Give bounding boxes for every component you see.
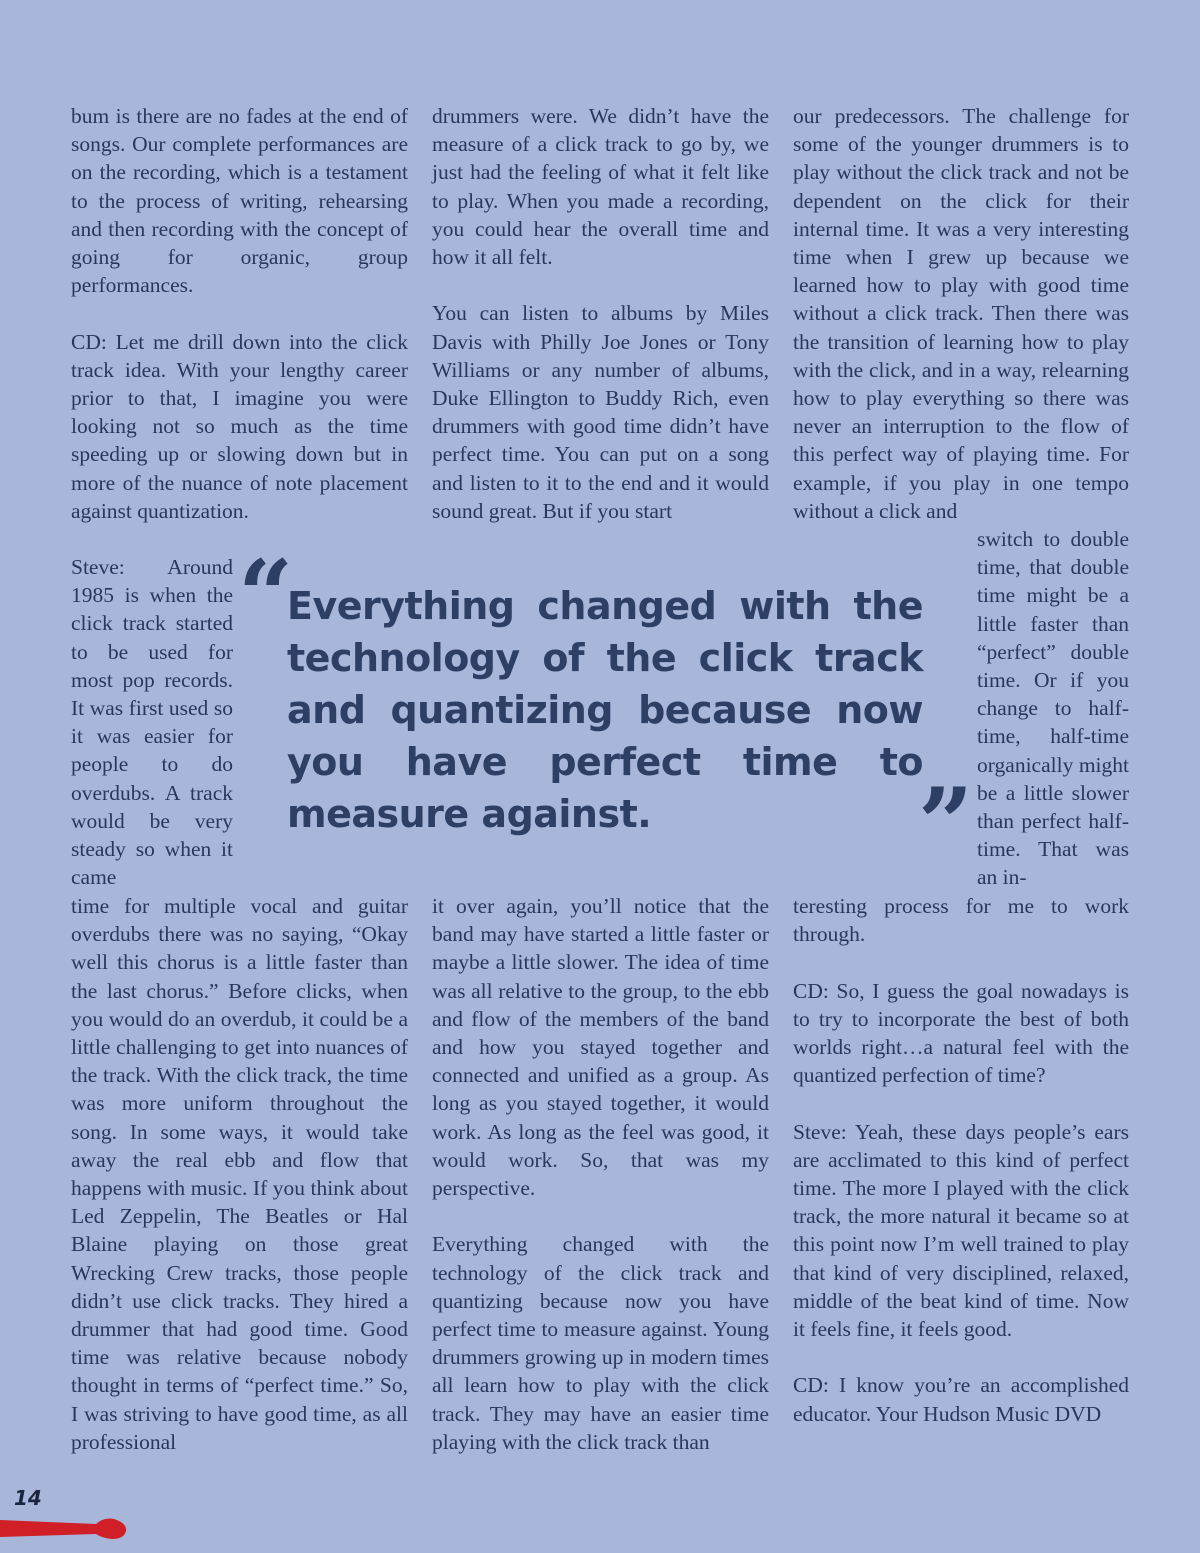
paragraph: CD: I know you’re an accomplished educator. Your Hudson Music DVD <box>793 1373 1129 1426</box>
column-3-narrow <box>977 525 1129 892</box>
paragraph: Everything changed with the technology of the click track and quantizing because now you have perfect time to measure against. Young drummers growing up in modern times all learn how to play with the click track. They may have an easier time playing with the click track than <box>432 1232 769 1454</box>
column-2-top <box>432 102 769 525</box>
paragraph: drummers were. We didn’t have the measure of a click track to go by, we just had the feeling of what it felt like to play. When you made a recording, you could hear the overall time and how it all felt. <box>432 104 769 270</box>
column-1-narrow <box>71 553 233 891</box>
column-2-bottom <box>432 892 769 1456</box>
paragraph: CD: Let me drill down into the click track idea. With your lengthy career prior to that, I imagine you were looking not so much as the time speeding up or slowing down but in more of the nuance of note placement against quantization. <box>71 329 408 523</box>
column-1-bottom <box>71 892 408 1456</box>
paragraph: CD: So, I guess the goal nowadays is to try to incorporate the best of both worlds right…a natural feel with the quantized perfection of time? <box>793 978 1129 1088</box>
column-3-top <box>793 102 1129 525</box>
paragraph: it over again, you’ll notice that the band may have started a little faster or maybe a little slower. The idea of time was all relative to the group, to the ebb and flow of the members of the band and how you stayed together and connected and unified as a group. As long as you stayed together, it would work. As long as the feel was good, it would work. So, that was my perspective. <box>432 894 769 1201</box>
paragraph: teresting process for me to work through. <box>793 894 1129 947</box>
paragraph: our predecessors. The challenge for some of the younger drummers is to play without the click track and not be dependent on the click for their internal time. It was a very interesting time when I grew up because we learned how to play with good time without a click track. Then there was the transition of learning how to play with the click, and in a way, relearning how to play everything so there was never an interruption to the flow of this perfect way of playing time. For example, if you play in one tempo without a click and <box>793 104 1129 523</box>
paragraph: time for multiple vocal and guitar overdubs there was no saying, “Okay well this chorus is a little faster than the last chorus.” Before clicks, when you would do an overdub, it could be a little challenging to get into nuances of the track. With the click track, the time was more uniform throughout the song. In some ways, it would take away the real ebb and flow that happens with music. If you think about Led Zeppelin, The Beatles or Hal Blaine playing on those great Wrecking Crew tracks, those people didn’t use click tracks. They hired a drummer that had good time. Good time was relative because nobody thought in terms of “perfect time.” So, I was striving to have good time, as all professional <box>71 894 408 1454</box>
open-quote-mark: “ <box>238 539 294 652</box>
column-3-bottom <box>793 892 1129 1428</box>
page-number: 14 <box>14 1486 42 1510</box>
paragraph: Steve: Around 1985 is when the click track started to be used for most pop records. It was first used so it was easier for people to do overdubs. A track would be very steady so when it came <box>71 555 233 890</box>
pull-quote: Everything changed with the technology of the click track and quantizing because now you have perfect time to measure against. <box>287 584 923 836</box>
drumstick-icon <box>0 1510 130 1540</box>
paragraph: bum is there are no fades at the end of songs. Our complete performances are on the recording, which is a testament to the process of writing, rehearsing and then recording with the concept of going for organic, group performances. <box>71 104 408 298</box>
paragraph: switch to double time, that double time might be a little faster than “perfect” double time. Or if you change to half-time, half-time organically might be a little slower than perfect half-time. That was an in- <box>977 527 1129 890</box>
column-1-top <box>71 102 408 525</box>
close-quote-mark: ” <box>918 767 974 880</box>
paragraph: Steve: Yeah, these days people’s ears are acclimated to this kind of perfect time. The more I played with the click track, the more natural it became so at this point now I’m well trained to play that kind of very disciplined, relaxed, middle of the beat kind of time. Now it feels fine, it feels good. <box>793 1119 1129 1342</box>
paragraph: You can listen to albums by Miles Davis with Philly Joe Jones or Tony Williams or any number of albums, Duke Ellington to Buddy Rich, even drummers with good time didn’t have perfect time. You can put on a song and listen to it to the end and it would sound great. But if you start <box>432 301 769 523</box>
